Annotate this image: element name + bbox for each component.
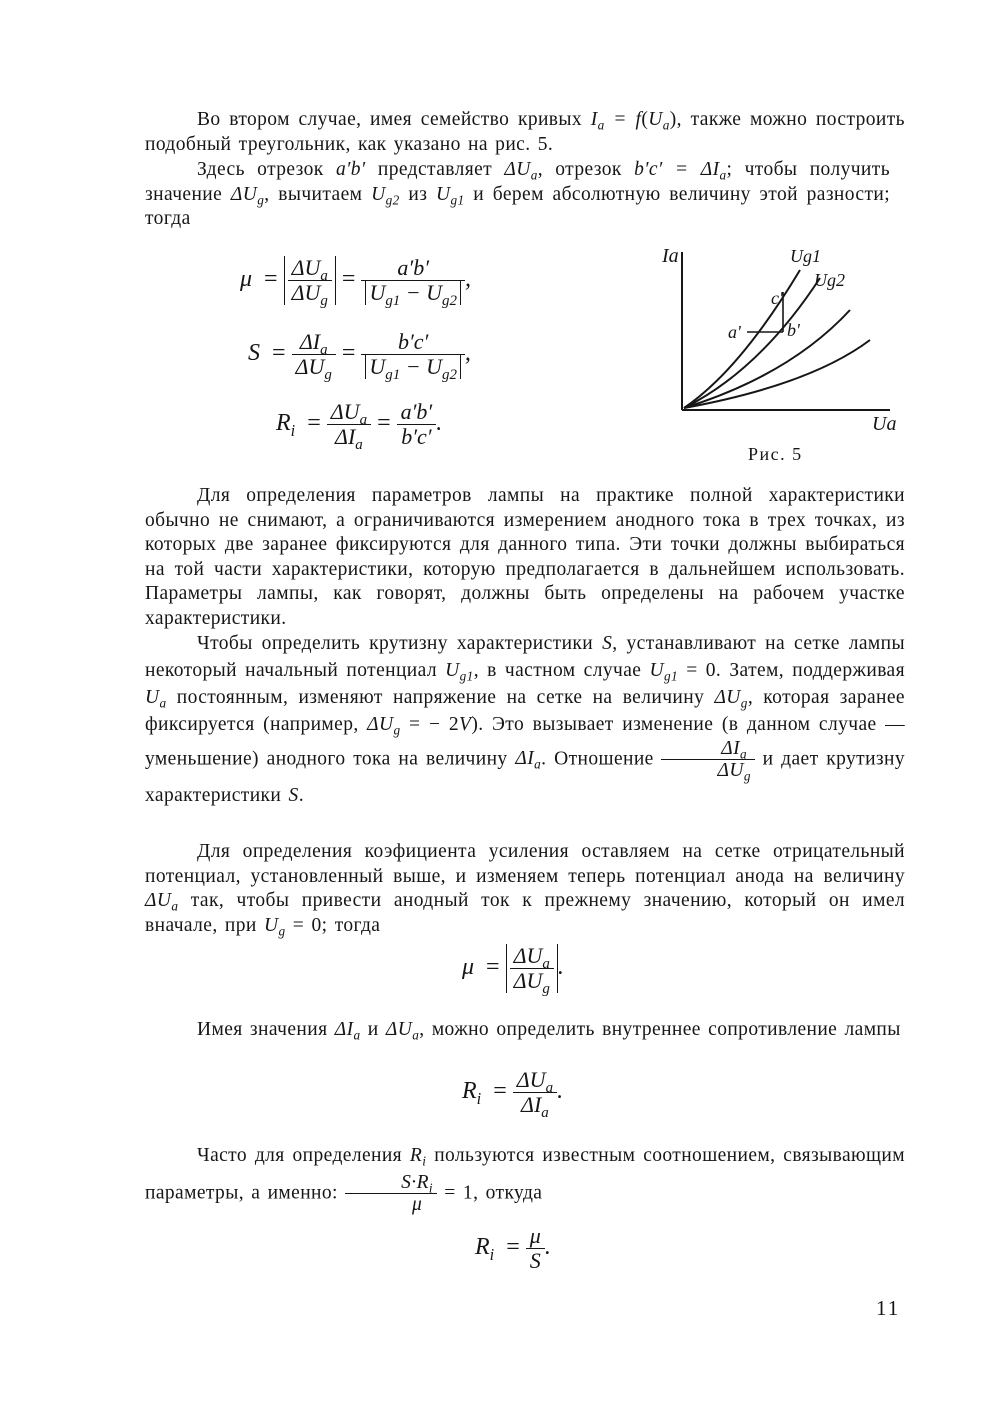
- paragraph-6: Имея значения $\Delta I_a$ и $\Delta U_a$, можно определить внутреннее сопротивление лампы: [197, 1019, 901, 1043]
- label-c: c': [771, 288, 783, 308]
- equation-s-1: S = $\frac{\Delta I_a}{\Delta U_g}$ = $\frac{b'c'}{U_{g1} - U_{g2}}$ ,: [248, 329, 471, 384]
- label-ua: Ua: [872, 413, 897, 435]
- paragraph-4: Чтобы определить крутизну характеристики S, устанавливают на сетке лампы некоторый начальный потенциал $U_{g1}$, в частном случае $U_{g1} = 0$. Затем, поддерживая $U_a$ постоянным, изменяют напряжение на сетке на величину $\Delta U_g$, которая заранее фиксируется (например, $\Delta U_g$ = − 2V). Это вызывает изменение (в данном случае — уменьшение) анодного тока на величину $\Delta I_a$. Отношение $\frac{\Delta I_a}{\Delta U_g}$ и дает крутизну характеристики S.: [145, 633, 906, 806]
- equation-ri-1: $R_i$ = $\frac{\Delta U_a}{\Delta I_a}$ = $\frac{a'b'}{b'c'}$ .: [276, 399, 443, 454]
- paragraph-7: Часто для определения $R_i$ пользуются известным соотношением, связывающим параметры, а именно: $\frac{S\cdot R_i}{\mu}$ = 1, откуда: [145, 1145, 906, 1216]
- paragraph-1: Во втором случае, имея семейство кривых $I_a = f(U_a)$, также можно построить подобный треугольник, как указано на рис. 5.: [145, 109, 905, 155]
- equation-mu-2: μ = $\frac{\Delta U_a}{\Delta U_g}$ .: [462, 943, 564, 998]
- figure-5-plot: [650, 240, 910, 440]
- paragraph-3: Для определения параметров лампы на практике полной характеристики обычно не снимают, а ограничиваются измерением анодного тока в трех точках, из которых две заранее фиксируются для данного типа. Эти точки должны выбираться на той части характеристики, которую предполагается в дальнейшем использовать. Параметры лампы, как говорят, должны быть определены на рабочем участке характеристики.: [145, 485, 905, 629]
- label-ug2: Ug2: [814, 270, 845, 290]
- paragraph-5: Для определения коэфициента усиления оставляем на сетке отрицательный потенциал, установленный выше, и изменяем теперь потенциал анода на величину $\Delta U_a$ так, чтобы привести анодный ток к прежнему значению, который он имел вначале, при $U_g = 0$; тогда: [145, 841, 905, 939]
- paragraph-2: Здесь отрезок a′b′ представляет $\Delta U_a$, отрезок $b'c' = \Delta I_a$; чтобы получить значение $\Delta U_g$, вычитаем $U_{g2}$ из $U_{g1}$ и берем абсолютную величину этой разности; тогда: [145, 159, 891, 230]
- equation-mu-1: μ = $\frac{\Delta U_a}{\Delta U_g}$ = $\frac{a'b'}{U_{g1} - U_{g2}}$ ,: [240, 255, 471, 310]
- page-number: 11: [876, 1296, 901, 1320]
- equation-ri-3: $R_i$ = $\frac{\mu}{S}$ .: [475, 1223, 551, 1274]
- equation-ri-2: $R_i$ = $\frac{\Delta U_a}{\Delta I_a}$ .: [462, 1067, 564, 1122]
- label-ug1: Ug1: [790, 246, 821, 266]
- curve-ug2: [684, 278, 820, 408]
- label-b: b': [787, 320, 800, 340]
- label-a: a': [728, 322, 741, 342]
- label-ia: Ia: [662, 245, 679, 267]
- figure-caption: Рис. 5: [748, 444, 803, 464]
